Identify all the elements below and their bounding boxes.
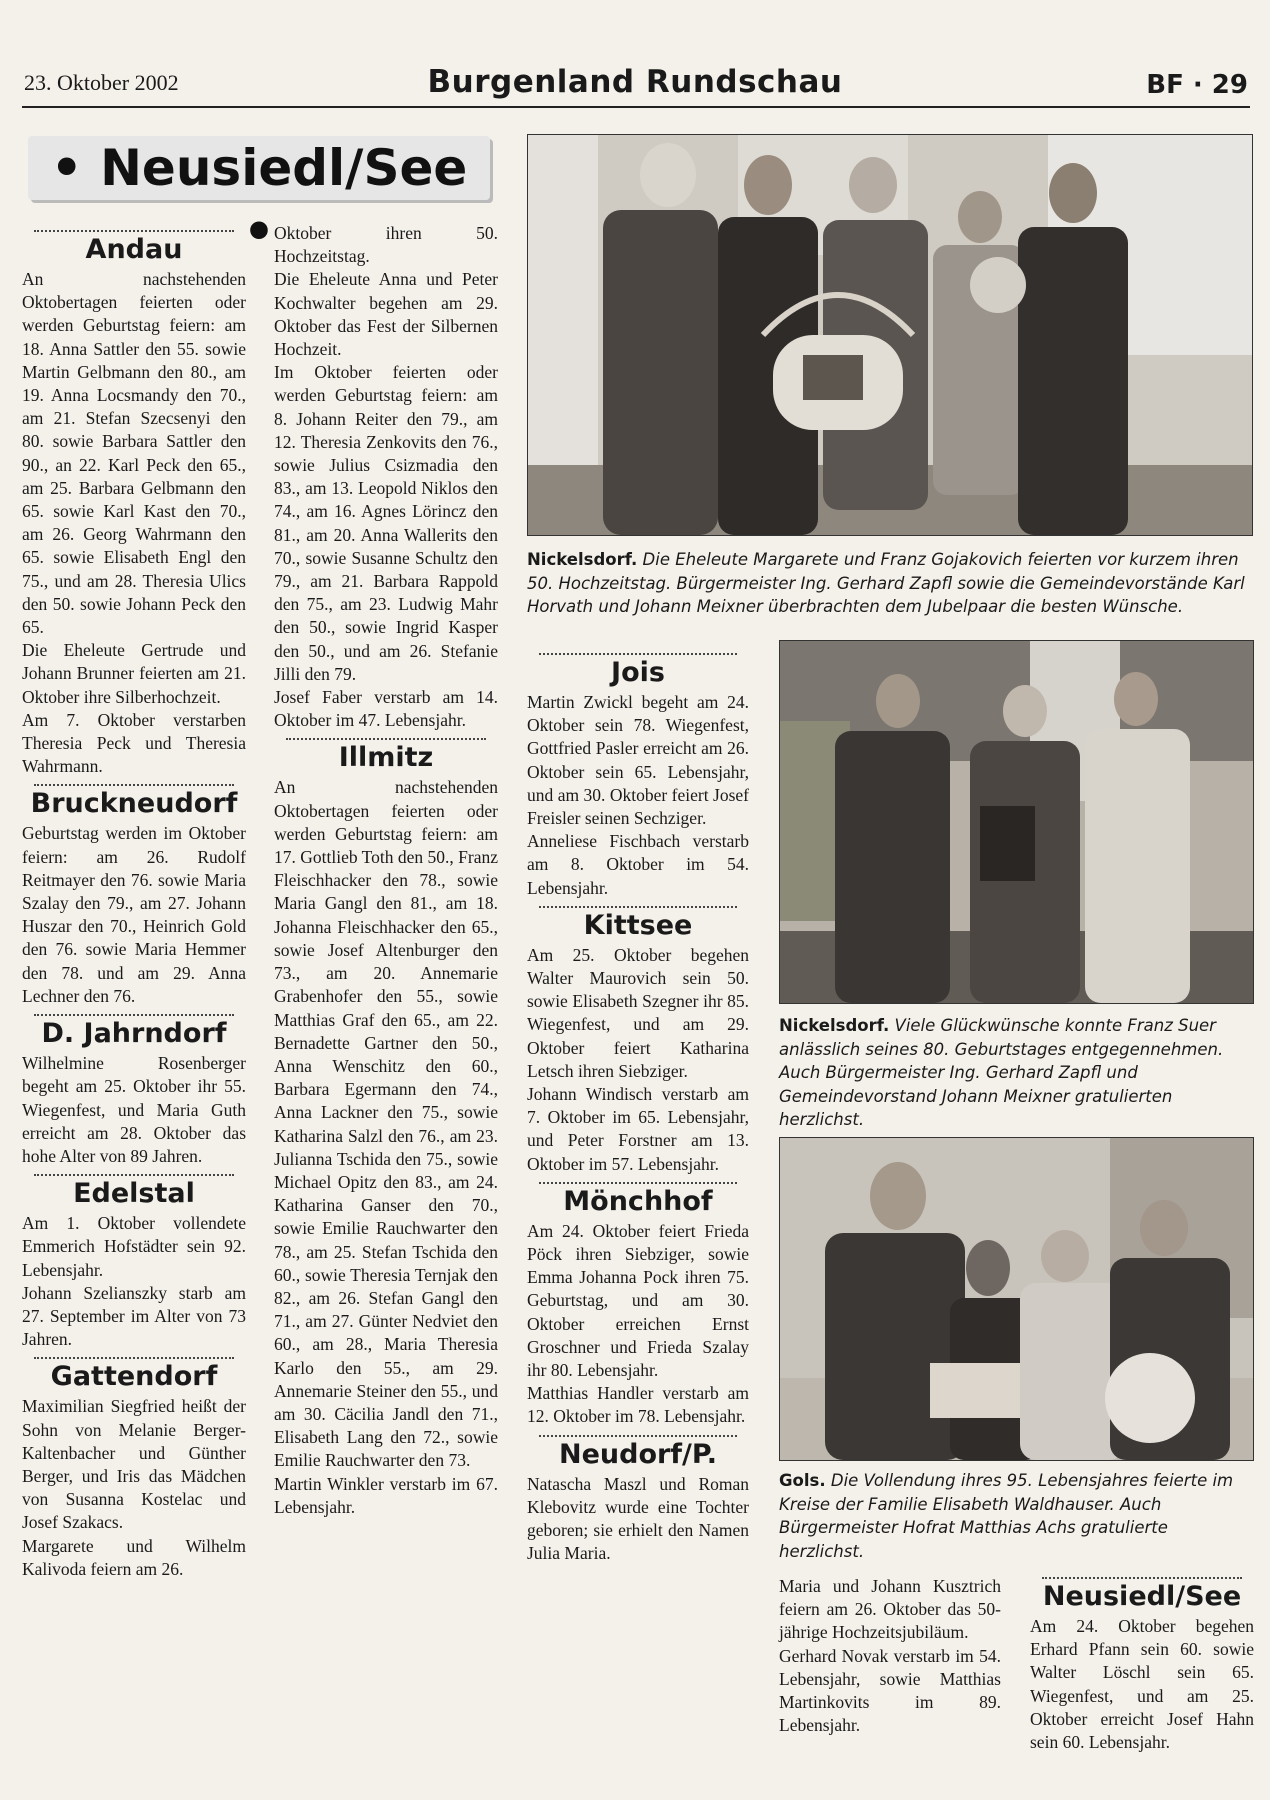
caption-photo-1 xyxy=(527,548,1251,619)
article-paragraph: Am 24. Oktober begehen Erhard Pfann sein 60. sowie Walter Löschl sein 65. Wiegenfest, und am 25. Oktober erreicht Josef Hahn sein 60. Lebensjahr. xyxy=(1030,1616,1254,1753)
article-paragraph: Maximilian Siegfried heißt der Sohn von Melanie Berger-Kaltenbacher und Günther Berger, und Iris das Mädchen von Susanna Kostelac und Josef Szakacs. xyxy=(22,1396,246,1533)
caption-photo-3-text: Die Vollendung ihres 95. Lebensjahres feierte im Kreise der Familie Elisabeth Waldhauser. Auch Bürgermeister Hofrat Matthias Achs gratulierte herzlichst. xyxy=(779,1471,1234,1561)
caption-photo-2-text: Viele Glückwünsche konnte Franz Suer anlässlich seines 80. Geburtstages entgegennehmen. Auch Bürgermeister Ing. Gerhard Zapfl und Gemeindevorstand Johann Meixner gratulierten herzlichst. xyxy=(779,1016,1224,1129)
article-paragraph: Anneliese Fischbach verstarb am 8. Oktober im 54. Lebensjahr. xyxy=(527,831,749,898)
article-paragraph: Margarete und Wilhelm Kalivoda feiern am 26. xyxy=(22,1535,246,1579)
article-paragraph: Gerhard Novak verstarb im 54. Lebensjahr, sowie Matthias Martinkovits im 89. Lebensjahr. xyxy=(779,1645,1001,1736)
article-paragraph: Matthias Handler verstarb am 12. Oktober im 78. Lebensjahr. xyxy=(527,1383,749,1427)
article-paragraph: Natascha Maszl und Roman Klebovitz wurde eine Tochter geboren; sie erhielt den Namen Julia Maria. xyxy=(527,1473,749,1564)
caption-photo-1-text: Die Eheleute Margarete und Franz Gojakovich feierten vor kurzem ihren 50. Hochzeitstag. Bürgermeister Ing. Gerhard Zapfl sowie die Gemeindevorstände Karl Horvath und Johann Meixner überbrachten dem Jubelpaar die besten Wünsche. xyxy=(527,550,1245,616)
caption-photo-3 xyxy=(779,1469,1252,1563)
column-5 xyxy=(1030,1571,1254,1754)
article-paragraph: Martin Winkler verstarb im 67. Lebensjahr. xyxy=(274,1473,498,1517)
article-paragraph: Die Eheleute Gertrude und Johann Brunner feierten am 21. Oktober ihre Silberhochzeit. xyxy=(22,640,246,707)
photo-family-group xyxy=(780,1138,1253,1460)
section-divider xyxy=(34,1174,234,1176)
section-heading: Neudorf/P. xyxy=(558,1438,718,1470)
article-paragraph: Am 1. Oktober vollendete Emmerich Hofstädter sein 92. Lebensjahr. xyxy=(22,1213,246,1280)
photo-nickelsdorf-birthday xyxy=(779,640,1254,1004)
article-paragraph: Martin Zwickl begeht am 24. Oktober sein 78. Wiegenfest, Gottfried Pasler erreicht am 26. Oktober sein 65. Lebensjahr, und am 30. Oktober feiert Josef Freisler seinen Sechziger. xyxy=(527,692,749,829)
article-paragraph: Am 25. Oktober begehen Walter Maurovich sein 50. sowie Elisabeth Szegner ihr 85. Wiegenfest, und am 29. Oktober feiert Katharina Letsch ihren Siebziger. xyxy=(527,944,749,1081)
article-paragraph: Johann Windisch verstarb am 7. Oktober im 65. Lebensjahr, und Peter Forstner am 13. Oktober im 57. Lebensjahr. xyxy=(527,1084,749,1174)
section-divider xyxy=(1042,1577,1242,1579)
section-divider xyxy=(34,1014,234,1016)
page-number: BF · 29 xyxy=(1146,70,1248,100)
photo-gols-birthday xyxy=(779,1137,1254,1461)
article-paragraph: Oktober ihren 50. Hochzeitstag. xyxy=(274,223,498,267)
section-divider xyxy=(539,653,737,655)
article-paragraph: An nachstehenden Oktobertagen feierten oder werden Geburtstag feiern: am 17. Gottlieb Toth den 50., Franz Fleischhacker den 78., sowie Maria Gangl den 81., am 18. Johanna Fleischhacker den 65., sowie Josef Altenburger den 73., am 20. Annemarie Grabenhofer den 55., sowie Matthias Graf den 65., am 22. Bernadette Gartner den 50., Anna Wenschitz den 60., Barbara Egermann den 74., Anna Lackner den 75., sowie Katharina Salzl den 76., am 23. Julianna Tschida den 75., sowie Michael Opitz den 83., am 24. Katharina Ganser den 70., sowie Emilie Rauchwarter den 78., am 25. Stefan Tschida den 60., sowie Theresia Ternjak den 82., am 26. Stefan Gangl den 71., am 27. Günter Nedviet den 60., am 28., Maria Theresia Karlo den 55., am 29. Annemarie Steiner den 55., und am 30. Cäcilia Jandl den 71., Elisabeth Lang den 72., sowie Emilie Rauchwarter den 73. xyxy=(274,777,498,1471)
section-heading: Andau xyxy=(85,234,183,265)
column-1 xyxy=(22,224,246,1581)
section-heading: Mönchhof xyxy=(563,1185,713,1217)
section-divider xyxy=(34,230,234,232)
section-heading: Bruckneudorf xyxy=(30,788,238,820)
caption-photo-2-place: Nickelsdorf. xyxy=(779,1016,890,1035)
caption-photo-3-place: Gols. xyxy=(779,1471,826,1490)
section-divider xyxy=(539,1182,737,1184)
section-heading: D. Jahrndorf xyxy=(41,1018,227,1050)
article-paragraph: Wilhelmine Rosenberger begeht am 25. Oktober ihr 55. Wiegenfest, und Maria Guth erreicht am 28. Oktober das hohe Alter von 89 Jahren. xyxy=(22,1053,246,1166)
column-3 xyxy=(527,647,749,1566)
section-divider xyxy=(539,1435,737,1437)
article-paragraph: An nachstehenden Oktobertagen feierten oder werden Geburtstag feiern: am 18. Anna Sattler den 55. sowie Martin Gelbmann den 80., am 19. Anna Locsmandy den 70., am 21. Stefan Szecsenyi den 80. sowie Barbara Sattler den 90., an 22. Karl Peck den 65., am 25. Barbara Gelbmann den 65. sowie Karl Kast den 70., am 26. Georg Wahrmann den 65. sowie Elisabeth Engl den 75., und am 28. Theresia Ulics den 50. sowie Johann Peck den 65. xyxy=(22,269,246,638)
article-paragraph: Johann Szelianszky starb am 27. September im Alter von 73 Jahren. xyxy=(22,1282,246,1350)
section-divider xyxy=(34,1357,234,1359)
header-rule xyxy=(22,106,1250,108)
section-heading: Illmitz xyxy=(338,742,434,774)
article-paragraph: Am 24. Oktober feiert Frieda Pöck ihren Siebziger, sowie Emma Johanna Pock ihren 75. Geburtstag, und am 30. Oktober erreichen Ernst Groschner und Frieda Szalay ihr 80. Lebensjahr. xyxy=(527,1220,749,1381)
section-heading: Jois xyxy=(611,657,665,688)
column-4 xyxy=(779,1575,1001,1737)
caption-photo-1-place: Nickelsdorf. xyxy=(527,550,638,569)
column-2 xyxy=(274,222,498,1519)
article-paragraph: Geburtstag werden im Oktober feiern: am 26. Rudolf Reitmayer den 76. sowie Maria Szalay den 79., am 27. Johann Huszar den 70., Heinrich Gold den 76. sowie Maria Hemmer den 78. und am 29. Anna Lechner den 76. xyxy=(22,823,246,1006)
newspaper-title: Burgenland Rundschau xyxy=(427,64,843,100)
photo-nickelsdorf-anniversary xyxy=(527,134,1253,536)
article-paragraph: Im Oktober feierten oder werden Geburtstag feiern: am 8. Johann Reiter den 79., am 12. Theresia Zenkovits den 76., sowie Julius Csizmadia den 83., am 13. Leopold Niklos den 74., am 16. Agnes Lörincz den 81., am 20. Anna Wallerits den 70., sowie Susanne Schultz den 79., am 21. Barbara Rappold den 75., am 23. Ludwig Mahr den 50., sowie Ingrid Kasper den 50., und am 26. Stefanie Jilli den 79. xyxy=(274,362,498,684)
caption-photo-2 xyxy=(779,1014,1252,1132)
section-heading: Kittsee xyxy=(583,909,693,941)
issue-date: 23. Oktober 2002 xyxy=(24,70,179,95)
section-heading: Gattendorf xyxy=(50,1361,218,1393)
photo-group-with-gift-basket xyxy=(528,135,1252,535)
section-divider xyxy=(286,738,486,740)
section-divider xyxy=(539,906,737,908)
section-heading: Edelstal xyxy=(73,1178,195,1210)
photo-three-men xyxy=(780,641,1253,1003)
section-divider xyxy=(34,784,234,786)
article-paragraph: Josef Faber verstarb am 14. Oktober im 47. Lebensjahr. xyxy=(274,687,498,731)
article-paragraph: Maria und Johann Kusztrich feiern am 26. Oktober das 50-jährige Hochzeitsjubiläum. xyxy=(779,1576,1001,1643)
article-paragraph: Am 7. Oktober verstarben Theresia Peck und Theresia Wahrmann. xyxy=(22,709,246,777)
section-heading: Neusiedl/See xyxy=(1042,1581,1242,1612)
section-banner-title: • Neusiedl/See • xyxy=(50,139,468,261)
article-paragraph: Die Eheleute Anna und Peter Kochwalter begehen am 29. Oktober das Fest der Silbernen Hochzeit. xyxy=(274,269,498,360)
